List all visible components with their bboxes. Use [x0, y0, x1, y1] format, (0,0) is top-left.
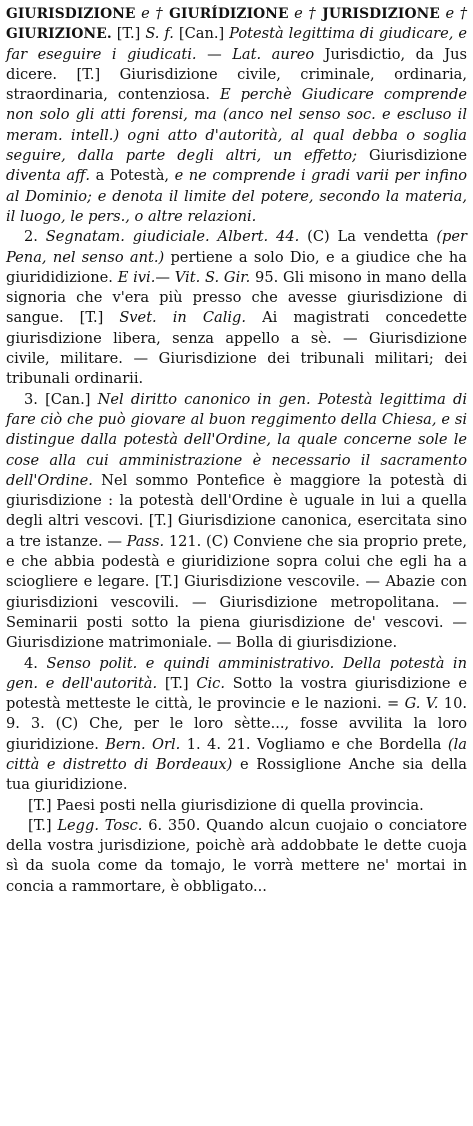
tommaseo-mark: [T.]: [28, 816, 58, 834]
citation-source: Bern. Orl.: [105, 735, 181, 753]
sense-4-paragraph: [6, 654, 467, 796]
citation-source: Cic.: [196, 674, 225, 692]
citation-source: Vit. S. Gir.: [174, 268, 251, 286]
body-text: Nel sommo Pontefice è maggiore la potestà di giurisdizione : la potestà dell'Ordine è uguale in lui a quella degli altri vescovi. [T.] Giurisdizione canonica, esercitata sino a tre istanze. —: [6, 471, 467, 550]
sense-3-paragraph: [6, 390, 467, 654]
body-text: 6. 350. Quando alcun cuojaio o conciatore della vostra jurisdizione, poichè arà addobbate le dette cuoja sì da suola come da tomajo, le vorrà mettere ne' mortai in concia a rammortare, è obbligato...: [6, 816, 467, 895]
sense-label: Senso polit. e quindi amministrativo. Della potestà in gen. e dell'autorità.: [6, 654, 467, 692]
citation-source: Pass.: [126, 532, 165, 550]
body-text: e Rossiglione Anche sia della tua giuridizione.: [6, 755, 467, 794]
sense-number: 3.: [24, 390, 38, 408]
headword-connector: e †: [439, 5, 467, 22]
sense-4-citation-paragraph: [6, 816, 467, 897]
sense-4-example-paragraph: [6, 796, 467, 816]
headword-connector: e †: [288, 5, 323, 22]
separator: —: [196, 45, 233, 63]
body-italic: E perchè Giudicare comprende non solo gli atti forensi, ma (anco nel senso soc. e escluso il meram. intell.) ogni atto d'autorità, al qual debba o soglia seguire, dalla parte degli altri, un effetto;: [6, 86, 467, 165]
sense-label: Segnatam. giudiciale. Albert.: [37, 228, 277, 246]
separator: —: [155, 268, 175, 286]
sense-2-paragraph: [6, 227, 467, 389]
body-text: pertiene a solo Dio, e a giudice che ha giurididizione.: [6, 248, 467, 286]
part-of-speech: S. f.: [145, 25, 174, 43]
body-text: Ai magistrati concedette giurisdizione libera, senza appello a sè. — Giurisdizione civile, militare. — Giurisdizione dei tribunali militari; dei tribunali ordinarii.: [6, 309, 467, 388]
tommaseo-mark: [T.]: [76, 65, 101, 83]
citation-number: 44.: [276, 228, 300, 246]
body-italic: Nel diritto canonico in gen. Potestà legittima di fare ciò che può giovare al buon reggimento della Chiesa, e si distingue dalla potestà dell'Ordine, la quale concerne sole le cose alla cui amministrazione è necessario il sacramento dell'Ordine.: [6, 390, 467, 489]
body-text: Giurisdizione civile, criminale, ordinaria, straordinaria, contenziosa.: [6, 65, 467, 104]
sense-number: 4.: [24, 654, 38, 672]
headword-variant: GIURIZIONE.: [6, 26, 112, 43]
sense-number: 2.: [24, 228, 38, 246]
body-text: 95. Gli misono in mano della signoria che v'era più presso che avesse giurisdizione di sangue.: [6, 268, 467, 327]
tommaseo-mark: [T.]: [157, 674, 197, 692]
citation-source: E ivi.: [117, 268, 156, 286]
body-italic: e ne comprende i gradi varii per infino al Dominio; e denota il limite del potere, secondo la materia, il luogo, le pers., o altre relazioni.: [6, 167, 468, 225]
etymology: Jurisdictio, da Jus dicere.: [6, 45, 467, 83]
etymology-label: Lat. aureo: [232, 45, 315, 63]
body-italic: diventa aff.: [6, 167, 91, 185]
body-italic: (per Pena, nel senso ant.): [6, 228, 467, 266]
body-text: 1. 4. 21. Vogliamo e che Bordella: [180, 735, 448, 753]
domain-mark: [Can.]: [37, 390, 98, 408]
citation-source: Svet. in Calig.: [119, 309, 247, 327]
body-text: 121. (C) Conviene che sia proprio prete, e che abbia podestà e giuridizione sopra colui che egli ha a sciogliere e legare. [T.] Giurisdizione vescovile. — Abazie con giurisdizioni vescovili. — Giurisdizione metropolitana. — Seminarii posti sotto la piena giurisdizione de' vescovi. — Giurisdizione matrimoniale. — Bolla di giurisdizione.: [6, 532, 467, 652]
body-text: 10. 9. 3. (C) Che, per le loro sètte..., fosse avvilita la loro giuridizione.: [6, 695, 467, 753]
headword: GIURISDIZIONE: [6, 6, 136, 22]
domain-mark: [Can.]: [173, 25, 230, 43]
body-text: [T.] Paesi posti nella giurisdizione di quella provincia.: [28, 796, 424, 814]
tommaseo-mark: [T.]: [111, 25, 146, 43]
headword-variant: JURISDIZIONE: [322, 6, 440, 22]
body-text: Giurisdizione: [357, 147, 467, 165]
tommaseo-mark: [T.]: [79, 309, 120, 327]
headword-variant: GIURÍDIZIONE: [169, 6, 289, 22]
body-text: (C) La vendetta: [299, 228, 437, 246]
definition: Potestà legittima di giudicare, e far eseguire i giudicati.: [6, 25, 467, 63]
citation-source: Legg. Tosc.: [57, 816, 143, 834]
body-text: a Potestà,: [90, 167, 175, 185]
citation-source: G. V.: [404, 695, 439, 713]
body-text: Sotto la vostra giurisdizione e potestà metteste le città, le provincie e le nazioni. =: [6, 674, 467, 713]
headword-connector: e †: [135, 5, 170, 22]
entry-intro-paragraph: [6, 4, 467, 227]
body-italic: (la città e distretto di Bordeaux): [6, 735, 467, 773]
